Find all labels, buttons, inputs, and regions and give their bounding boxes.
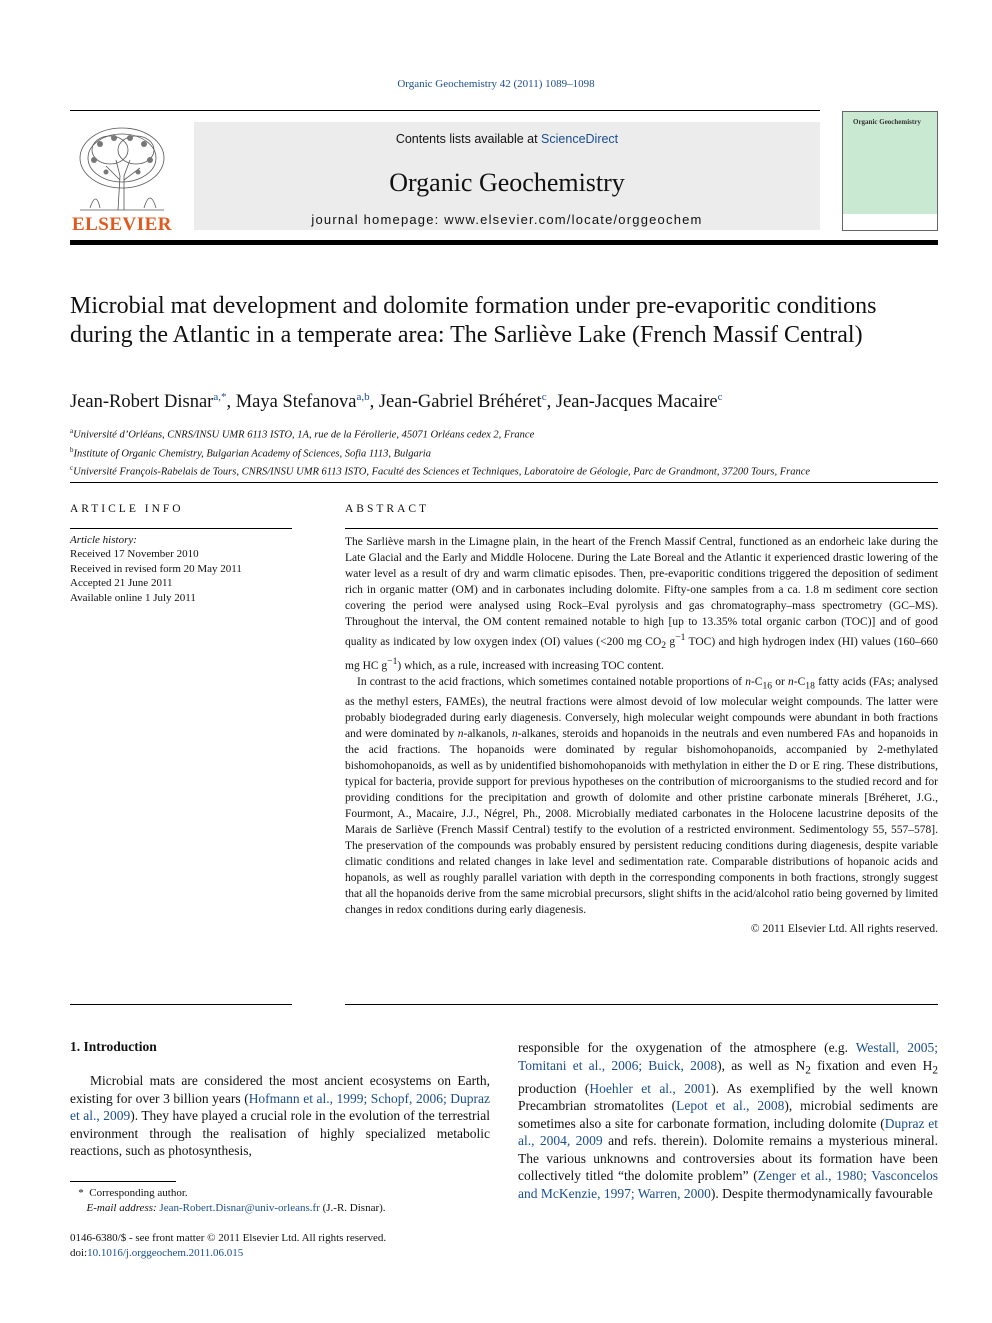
author-affiliation-marker[interactable]: a,b xyxy=(356,391,370,403)
author-separator: , xyxy=(226,392,236,413)
history-label: Article history: xyxy=(70,534,137,546)
affiliation-marker: a xyxy=(70,427,74,435)
accepted-date: Accepted 21 June 2011 xyxy=(70,577,173,590)
abstract-text xyxy=(345,534,938,937)
article-history xyxy=(70,533,292,605)
citation-link[interactable]: Dupraz et al., 2004, 2009 xyxy=(518,1115,938,1149)
section-divider xyxy=(70,482,938,483)
citation-link[interactable]: Hofmann et al., 1999; Schopf, 2006; Dupraz et al., 2009 xyxy=(70,1090,490,1123)
page-footer xyxy=(70,1231,570,1261)
introduction-heading: 1. Introduction xyxy=(70,1039,157,1054)
affiliation-marker: c xyxy=(70,464,74,472)
corresponding-author-text: Corresponding author. xyxy=(89,1187,188,1199)
affiliation-item xyxy=(70,461,938,480)
affiliation-text: Université François-Rabelais de Tours, CNRS/INSU UMR 6113 ISTO, Faculté des Sciences et Techniques, Laboratoire de Géologie, Parc de Grandmont, 37200 Tours, France xyxy=(73,466,811,478)
author-name: Jean-Jacques Macaire xyxy=(555,392,718,413)
affiliation-text: Institute of Organic Chemistry, Bulgarian Academy of Sciences, Sofia 1113, Bulgaria xyxy=(73,448,431,459)
footnote xyxy=(70,1186,490,1216)
received-date: Received 17 November 2010 xyxy=(70,548,199,561)
journal-banner xyxy=(194,122,820,230)
author-affiliation-marker[interactable]: c xyxy=(717,391,723,403)
article-info xyxy=(70,503,292,605)
citation-link[interactable]: Westall, 2005; Tomitani et al., 2006; Buick, 2008 xyxy=(518,1040,938,1073)
doi-link[interactable]: 10.1016/j.orggeochem.2011.06.015 xyxy=(87,1247,244,1259)
email-link[interactable]: Jean-Robert.Disnar@univ-orleans.fr xyxy=(159,1202,320,1214)
author-separator: , xyxy=(369,392,379,413)
citation-link[interactable]: Lepot et al., 2008 xyxy=(676,1098,785,1114)
article-title: Microbial mat development and dolomite formation under pre-evaporitic conditions during the Atlantic in a temperate area: The Sarliève Lake (French Massif Central) xyxy=(70,293,877,348)
author-name: Maya Stefanova xyxy=(235,392,357,413)
copyright-notice: © 2011 Elsevier Ltd. All rights reserved. xyxy=(750,923,938,936)
introduction-column-right: responsible for the oxygenation of the atmosphere (e.g. Westall, 2005; Tomitani et al., 2006; Buick, 2008), as well as $N_2$ fixation and even $H_2$ production (Hoehler et al., 2001). As exemplified by the well known Precambrian stromatolites (Lepot et al., 2008), microbial sediments are sometimes also a site for carbonate formation, including dolomite (Dupraz et al., 2004, 2009 and refs. therein). Dolomite remains a mysterious mineral. The various unknowns and controversies about its formation have been collectively titled “the dolomite problem” (Zenger et al., 1980; Vasconcelos and McKenzie, 1997; Warren, 2000). Despite thermodynamically favourable xyxy=(518,1040,938,1201)
affiliation-text: Université d’Orléans, CNRS/INSU UMR 6113 ISTO, 1A, rue de la Férollerie, 45071 Orléans cedex 2, France xyxy=(73,429,535,441)
abstract-heading: ABSTRACT xyxy=(345,503,430,515)
citation-link[interactable]: Hoehler et al., 2001 xyxy=(589,1080,712,1096)
journal-header xyxy=(70,110,938,246)
author-affiliation-marker[interactable]: a,* xyxy=(213,391,227,403)
elsevier-wordmark: ELSEVIER xyxy=(71,214,173,235)
journal-cover-thumbnail[interactable] xyxy=(842,111,938,231)
online-date: Available online 1 July 2011 xyxy=(70,591,196,604)
abstract xyxy=(345,503,938,937)
email-suffix: (J.-R. Disnar). xyxy=(319,1202,386,1214)
author-separator: , xyxy=(546,392,556,413)
issn-line: 0146-6380/$ - see front matter © 2011 Elsevier Ltd. All rights reserved. xyxy=(70,1232,387,1244)
cover-footer xyxy=(843,214,937,230)
affiliation-item xyxy=(70,424,938,443)
cover-title: Organic Geochemistry xyxy=(853,118,921,126)
article-info-rule xyxy=(70,528,292,529)
header-top-rule xyxy=(70,110,820,111)
author-name: Jean-Robert Disnar xyxy=(70,392,214,413)
abstract-rule xyxy=(345,528,938,529)
journal-reference[interactable]: Organic Geochemistry 42 (2011) 1089–1098 xyxy=(397,78,595,90)
affiliations xyxy=(70,424,938,480)
corresponding-author-note: * Corresponding author. xyxy=(70,1187,188,1199)
email-note xyxy=(70,1201,490,1216)
journal-homepage[interactable]: journal homepage: www.elsevier.com/locate/orggeochem xyxy=(311,212,703,227)
email-label: E-mail address: xyxy=(86,1202,160,1214)
revised-date: Received in revised form 20 May 2011 xyxy=(70,562,242,575)
introduction-column-left: Microbial mats are considered the most ancient ecosystems on Earth, existing for over 3 billion years (Hofmann et al., 1999; Schopf, 2006; Dupraz et al., 2009). They have played a crucial role in the evolution of the terrestrial environment through the realisation of highly specialized metabolic reactions, such as photosynthesis, xyxy=(70,1073,490,1158)
doi-line xyxy=(70,1246,570,1261)
author-name: Jean-Gabriel Bréhéret xyxy=(378,392,542,413)
abstract-paragraph: In contrast to the acid fractions, which sometimes contained notable proportions of $n-C_{16}$ or $n-C_{18}$ fatty acids (FAs; analysed as the methyl esters, FAMEs), the neutral fractions were almost devoid of low molecular weight compounds. The latter were probably biodegraded during early diagenesis. Conversely, high molecular weight compounds were abundant in both fractions and were dominated by n-alkanols, n-alkanes, steroids and hopanoids in the neutrals and even numbered FAs and hopanoids in the acid fractions. The hopanoids were dominated by regular bishomohopanoids, accompanied by 2-methylated bishomohopanoids, as well as by unidentified bishomohopanoids with methylation in either the D or E ring. These distributions, typical for bacteria, provide support for previous hypotheses on the contribution of microorganisms to the studied record and for providing conditions for the precipitation and growth of dolomite and other pristine carbonate minerals [Bréheret, J.G., Fourmont, A., Macaire, J.J., Négrel, Ph., 2008. Microbially mediated carbonates in the Holocene lacustrine deposits of the Marais de Sarliève (French Massif Central) testify to the evolution of a restricted environment. Sedimentology 55, 557–578]. The preservation of the compounds was probably ensured by persistent reducing conditions during diagenesis, despite variable climatic conditions and related changes in lake level and sedimentation rate. Comparable distributions of hopanoic acids and hopanols, as well as roughly parallel variation with depth in the corresponding components in both fractions, strongly suggest that all the hopanoids derive from the same microbial precursors, slight shifts in the acid/alcohol ratio being governed by limited changes in redox conditions during early diagenesis. xyxy=(345,675,939,917)
doi-label: doi: xyxy=(70,1247,88,1259)
contents-line xyxy=(194,132,820,146)
affiliation-item xyxy=(70,443,938,462)
abstract-bottom-rule xyxy=(345,1004,938,1005)
journal-title: Organic Geochemistry xyxy=(389,168,625,197)
affiliation-marker: b xyxy=(70,445,74,454)
footnote-rule xyxy=(70,1181,176,1182)
contents-prefix: Contents lists available at xyxy=(395,132,542,146)
author-affiliation-marker[interactable]: c xyxy=(541,391,547,403)
citation-link[interactable]: Zenger et al., 1980; Vasconcelos and McKenzie, 1997; Warren, 2000 xyxy=(518,1168,938,1201)
sciencedirect-link[interactable]: ScienceDirect xyxy=(541,132,619,146)
header-thick-rule xyxy=(70,240,938,245)
author-list xyxy=(70,391,938,413)
abstract-paragraph: The Sarliève marsh in the Limagne plain, in the heart of the French Massif Central, functioned as an endorheic lake during the Late Glacial and the Early and Middle Holocene. During the Late Boreal and the Atlantic it experienced drastic lowering of the water level as a result of dry and warm climatic episodes. Then, pre-evaporitic conditions triggered the deposition of sediment rich in organic matter (OM) and in carbonates including dolomite. Fifty-one samples from a ca. 1.8 m sediment core section covering the period were analysed using Rock–Eval pyrolysis and gas chromatography–mass spectrometry (GC–MS). Throughout the interval, the OM content remained notable to high [up to 13.35% total organic carbon (TOC)] and of good quality as indicated by low oxygen index (OI) values (<200 mg $CO_2$ $g^{-1}$ TOC) and high hydrogen index (HI) values (160–660 mg HC $g^{-1}$) which, as a rule, increased with increasing TOC content. xyxy=(345,536,939,672)
article-info-heading: ARTICLE INFO xyxy=(70,503,184,515)
article-info-bottom-rule xyxy=(70,1004,292,1005)
